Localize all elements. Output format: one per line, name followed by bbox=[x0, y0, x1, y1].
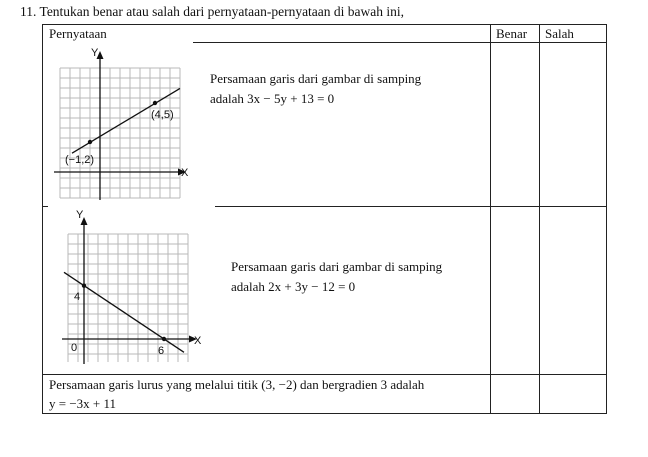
row2-x-intercept-point bbox=[162, 337, 166, 341]
row2-x-intercept-label: 6 bbox=[158, 345, 165, 357]
row2-statement-line1: Persamaan garis dari gambar di samping bbox=[231, 259, 443, 274]
question-text bbox=[20, 4, 404, 20]
header-salah: Salah bbox=[545, 26, 574, 41]
row1-point-b bbox=[153, 101, 157, 105]
header-pernyataan: Pernyataan bbox=[49, 26, 107, 41]
row2-statement-line2: adalah 2x + 3y − 12 = 0 bbox=[231, 279, 356, 294]
row3-statement-line2: y = −3x + 11 bbox=[49, 396, 117, 411]
row1-grid bbox=[60, 68, 180, 198]
table-border-bottom bbox=[42, 413, 607, 414]
row2-origin-label: 0 bbox=[71, 342, 78, 354]
row3-statement-line1: Persamaan garis lurus yang melalui titik (3, −2) dan bergradien 3 adalah bbox=[49, 377, 425, 392]
table-border-left bbox=[42, 24, 43, 414]
table-border-right bbox=[606, 24, 607, 414]
row1-statement-line1: Persamaan garis dari gambar di samping bbox=[210, 71, 422, 86]
row1-point-a-label: (−1,2) bbox=[65, 154, 95, 166]
question-number: 11. bbox=[20, 4, 37, 19]
row2-y-intercept-label: 4 bbox=[74, 291, 81, 303]
row2-y-axis-label: Y bbox=[76, 209, 84, 221]
row2-y-intercept-point bbox=[82, 284, 86, 288]
column-divider-benar bbox=[490, 24, 491, 414]
row1-graph bbox=[48, 42, 188, 202]
row2-graph bbox=[56, 206, 206, 366]
row2-x-axis-label: X bbox=[194, 335, 202, 347]
question-instruction: Tentukan benar atau salah dari pernyataan-pernyataan di bawah ini, bbox=[39, 4, 405, 19]
row1-statement-line2: adalah 3x − 5y + 13 = 0 bbox=[210, 91, 335, 106]
header-benar: Benar bbox=[496, 26, 528, 41]
row1-y-axis-label: Y bbox=[91, 47, 99, 59]
column-divider-salah bbox=[539, 24, 540, 414]
row1-divider bbox=[215, 206, 607, 207]
row1-point-b-label: (4,5) bbox=[151, 109, 174, 121]
row1-x-axis-label: X bbox=[181, 167, 189, 179]
row1-point-a bbox=[88, 140, 92, 144]
row2-divider bbox=[42, 374, 607, 375]
